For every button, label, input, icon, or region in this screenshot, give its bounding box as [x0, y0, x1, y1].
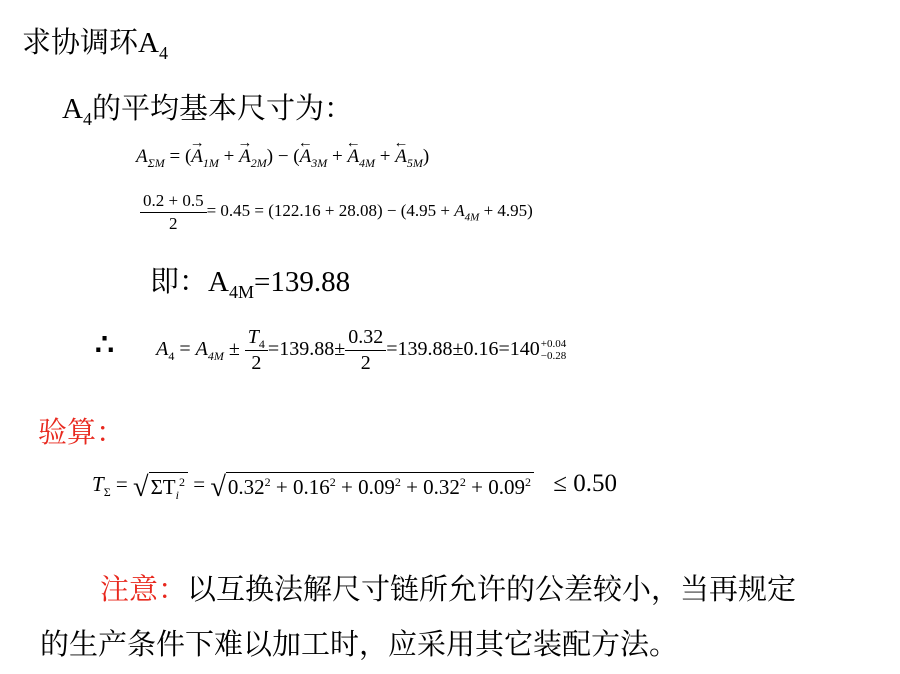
- sqrt-sum-ti: $√\Sigma T_i^2$: [133, 470, 188, 502]
- therefore-symbol: ∴: [95, 329, 117, 363]
- equation-sum-mean: $A_{\Sigma M}$ = ( → $A_{1M}$ + → $A_{2M}$) − ( ← $A_{3M}$ + ← $A_{4M}$ + ← $A_{5M}$): [136, 134, 430, 170]
- equation-a4-result: ∴ $A_4 = A_{4M}$ ± $\frac{T_4}{2}$ =139.88± $\frac{0.32}{2}$ =139.88±0.16=140 +0.04 −0.28: [95, 326, 567, 374]
- vector-a2m: → A: [237, 134, 253, 167]
- result-a4m: 即：$A_{4M}=139.88$: [150, 264, 351, 302]
- vector-a5m: ← A: [393, 134, 409, 167]
- note-line-2: 的生产条件下难以加工时，应采用其它装配方法。: [40, 627, 679, 661]
- equation-tolerance-check: $T_\Sigma = √\Sigma T_i^2 = √0.32^2 + 0.16^2 + 0.09^2 + 0.32^2 + 0.09^2 \le 0.50$: [92, 470, 617, 504]
- vector-a3m: ← A: [298, 134, 313, 167]
- page-title: 求协调环$A_4$: [22, 25, 168, 63]
- vector-a4m: ← A: [345, 134, 361, 167]
- vector-a1m: → A: [189, 134, 205, 167]
- equation-mean-values: $\frac{0.2 + 0.5}{2}$ = $0.45 = (122.16 + 28.08) - (4.95 + A_{4M} + 4.95)$: [140, 191, 533, 233]
- fraction: $\frac{0.2 + 0.5}{2}$: [140, 191, 207, 233]
- fraction-032: $\frac{0.32}{2}$: [345, 326, 386, 375]
- fraction-t4: $\frac{T_4}{2}$: [245, 326, 268, 375]
- sqrt-numeric: √0.32$^2$ + 0.16$^2$ + 0.09$^2$ + 0.32$^2$ + 0.09$^2$: [210, 470, 534, 502]
- note-label: 注意：: [100, 572, 188, 606]
- average-size-intro: $A_4$的平均基本尺寸为：: [62, 91, 353, 129]
- tolerance-stack: +0.04 −0.28: [540, 337, 567, 362]
- check-heading: 验算：: [38, 415, 126, 449]
- note-line-1: 注意：以互换法解尺寸链所允许的公差较小，当再规定: [100, 572, 797, 606]
